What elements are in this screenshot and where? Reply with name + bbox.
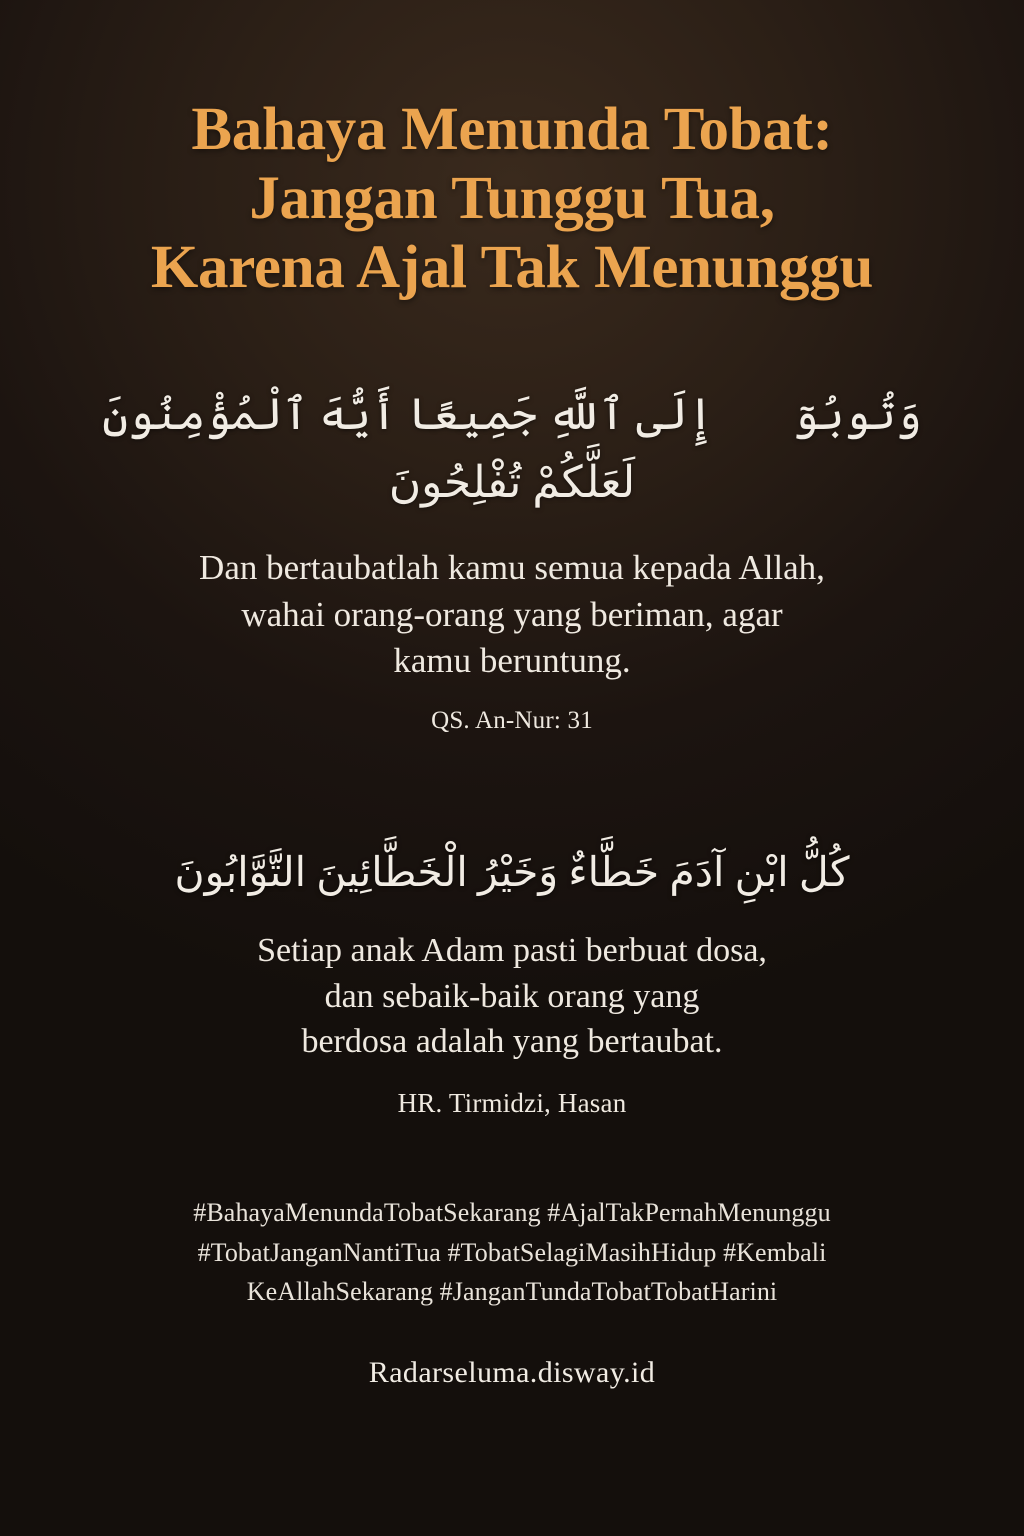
quran-arabic-line-2: لَعَلَّكُمْ تُفْلِحُونَ [388, 457, 636, 507]
title-line-1: Bahaya Menunda Tobat: [191, 96, 833, 163]
hashtag-list [48, 1193, 976, 1312]
hadith-arabic-line-1: كُلُّ ابْنِ آدَمَ خَطَّاءٌ وَخَيْرُ الْخَطَّائِينَ التَّوَّابُونَ [174, 848, 850, 895]
hadith-translation-line-3: berdosa adalah yang bertaubat. [301, 1022, 723, 1060]
quran-translation-line-3: kamu beruntung. [393, 641, 631, 681]
quran-translation-line-1: Dan bertaubatlah kamu semua kepada Allah, [199, 548, 825, 588]
hashtag-line-3: KeAllahSekarang #JanganTundaTobatTobatHarini [246, 1277, 778, 1307]
hashtag-line-1: #BahayaMenundaTobatSekarang #AjalTakPernahMenunggu [193, 1197, 831, 1227]
hadith-arabic-text [175, 841, 850, 905]
quran-arabic-text [102, 381, 922, 517]
hadith-translation-line-1: Setiap anak Adam pasti berbuat dosa, [257, 932, 767, 970]
quran-translation [102, 545, 922, 685]
quran-source-reference: QS. An-Nur: 31 [431, 706, 593, 734]
page-title [48, 96, 976, 303]
hadith-source-reference: HR. Tirmidzi, Hasan [397, 1087, 627, 1118]
quran-arabic-line-1: وَتُوبُوٓا۟ إِلَى ٱللَّهِ جَمِيعًا أَيُّهَ ٱلْمُؤْمِنُونَ [102, 389, 922, 439]
hashtag-line-2: #TobatJanganNantiTua #TobatSelagiMasihHidup #Kembali [197, 1237, 827, 1267]
hadith-translation [175, 928, 850, 1064]
quran-verse-block [102, 381, 922, 735]
quran-translation-line-2: wahai orang-orang yang beriman, agar [241, 594, 783, 634]
hadith-block [175, 821, 850, 1119]
site-credit: Radarseluma.disway.id [368, 1355, 656, 1389]
title-line-2: Jangan Tunggu Tua, [249, 164, 775, 232]
hadith-translation-line-2: dan sebaik-baik orang yang [324, 977, 700, 1015]
title-line-3: Karena Ajal Tak Menunggu [150, 233, 874, 301]
